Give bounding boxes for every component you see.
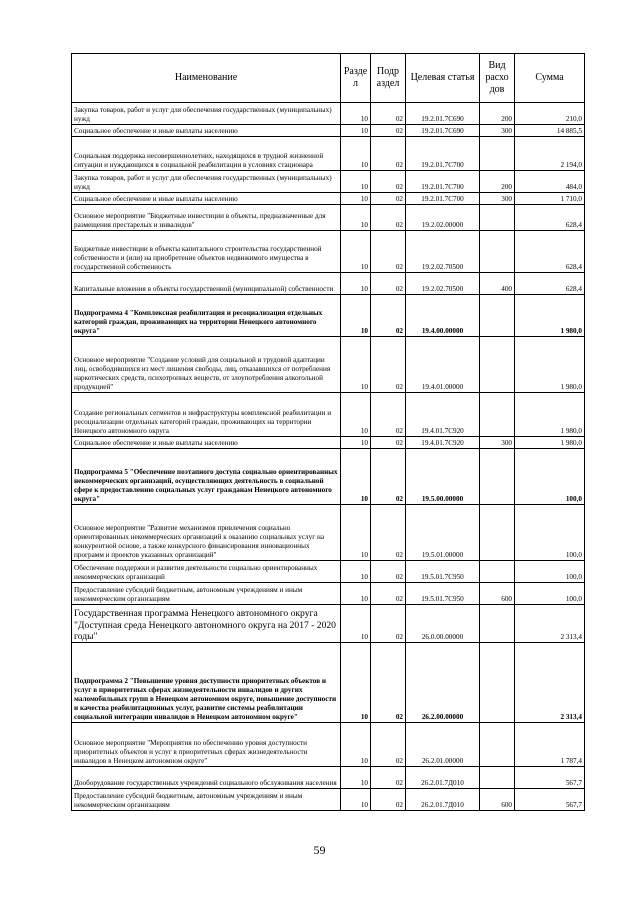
cell-section: 10 <box>341 789 371 811</box>
cell-subsection: 02 <box>371 337 406 393</box>
cell-target: 19.4.00.00000 <box>406 295 480 337</box>
cell-name: Закупка товаров, работ и услуг для обеспечения государственных (муниципальных) нужд <box>72 171 341 193</box>
cell-name: Предоставление субсидий бюджетным, автономным учреждениям и иным некоммерческим организациям <box>72 583 341 605</box>
cell-amount: 100,0 <box>515 583 585 605</box>
cell-name: Создание региональных сегментов и инфраструктуры комплексной реабилитации и ресоциализации отдельных категорий граждан, проживающих на территории Ненецкого автономного округа <box>72 393 341 437</box>
cell-expense-type <box>480 505 515 561</box>
cell-target: 19.5.01.7С950 <box>406 561 480 583</box>
cell-subsection: 02 <box>371 295 406 337</box>
cell-section: 10 <box>341 643 371 723</box>
cell-amount: 14 885,5 <box>515 125 585 137</box>
cell-name: Закупка товаров, работ и услуг для обеспечения государственных (муниципальных) нужд <box>72 103 341 125</box>
table-row <box>72 767 585 789</box>
cell-subsection: 02 <box>371 103 406 125</box>
header-target: Целевая статья <box>406 54 480 103</box>
cell-subsection: 02 <box>371 505 406 561</box>
cell-expense-type <box>480 231 515 273</box>
table-row <box>72 393 585 437</box>
cell-target: 26.2.01.7Д010 <box>406 767 480 789</box>
cell-amount: 2 313,4 <box>515 643 585 723</box>
cell-subsection: 02 <box>371 193 406 205</box>
table-row <box>72 605 585 643</box>
header-amount: Сумма <box>515 54 585 103</box>
cell-target: 19.5.00.00000 <box>406 449 480 505</box>
cell-section: 10 <box>341 605 371 643</box>
cell-name: Капитальные вложения в объекты государственной (муниципальной) собственности <box>72 273 341 295</box>
header-section: Разде л <box>341 54 371 103</box>
table-row <box>72 723 585 767</box>
cell-expense-type <box>480 295 515 337</box>
table-row <box>72 231 585 273</box>
cell-section: 10 <box>341 125 371 137</box>
header-expense-type: Вид расхо дов <box>480 54 515 103</box>
cell-subsection: 02 <box>371 205 406 231</box>
cell-section: 10 <box>341 393 371 437</box>
cell-target: 19.2.01.7С700 <box>406 137 480 171</box>
cell-target: 19.2.01.7С700 <box>406 171 480 193</box>
budget-table-wrapper <box>71 53 584 811</box>
cell-target: 19.2.02.00000 <box>406 205 480 231</box>
cell-target: 19.4.01.7С920 <box>406 437 480 449</box>
cell-amount: 1 980,0 <box>515 393 585 437</box>
cell-subsection: 02 <box>371 231 406 273</box>
cell-target: 26.2.01.00000 <box>406 723 480 767</box>
cell-section: 10 <box>341 583 371 605</box>
cell-expense-type <box>480 643 515 723</box>
cell-amount: 100,0 <box>515 505 585 561</box>
cell-name: Дооборудование государственных учреждений социального обслуживания населения <box>72 767 341 789</box>
cell-amount: 100,0 <box>515 561 585 583</box>
cell-subsection: 02 <box>371 789 406 811</box>
cell-section: 10 <box>341 193 371 205</box>
cell-amount: 567,7 <box>515 789 585 811</box>
cell-name: Обеспечение поддержки и развития деятельности социально ориентированных некоммерческих организаций <box>72 561 341 583</box>
cell-name: Социальное обеспечение и иные выплаты населению <box>72 125 341 137</box>
cell-section: 10 <box>341 295 371 337</box>
cell-subsection: 02 <box>371 561 406 583</box>
cell-name: Социальное обеспечение и иные выплаты населению <box>72 437 341 449</box>
cell-amount: 1 787,4 <box>515 723 585 767</box>
cell-expense-type: 300 <box>480 193 515 205</box>
table-row <box>72 205 585 231</box>
cell-expense-type <box>480 561 515 583</box>
cell-amount: 1 980,0 <box>515 437 585 449</box>
cell-target: 26.2.01.7Д010 <box>406 789 480 811</box>
cell-amount: 484,0 <box>515 171 585 193</box>
cell-expense-type: 600 <box>480 789 515 811</box>
table-row <box>72 505 585 561</box>
cell-section: 10 <box>341 505 371 561</box>
table-row <box>72 171 585 193</box>
cell-amount: 2 194,0 <box>515 137 585 171</box>
cell-target: 26.0.00.00000 <box>406 605 480 643</box>
cell-target: 19.2.01.7С700 <box>406 193 480 205</box>
cell-amount: 1 980,0 <box>515 337 585 393</box>
cell-expense-type: 200 <box>480 171 515 193</box>
table-row <box>72 583 585 605</box>
cell-target: 19.2.02.70500 <box>406 231 480 273</box>
cell-name: Бюджетные инвестиции в объекты капитального строительства государственной собственности и (или) на приобретение объектов недвижимого имущества в государственной собственность <box>72 231 341 273</box>
cell-subsection: 02 <box>371 137 406 171</box>
cell-expense-type: 300 <box>480 437 515 449</box>
cell-expense-type <box>480 723 515 767</box>
cell-subsection: 02 <box>371 583 406 605</box>
cell-subsection: 02 <box>371 125 406 137</box>
table-row <box>72 561 585 583</box>
table-row <box>72 643 585 723</box>
cell-name: Основное мероприятие "Мероприятия по обеспечению уровня доступности приоритетных объектов и услуг в приоритетных сферах жизнедеятельности инвалидов в Ненецком автономном округе" <box>72 723 341 767</box>
cell-name: Подпрограмма 4 "Комплексная реабилитация и ресоциализация отдельных категорий граждан, проживающих на территории Ненецкого автономного округа" <box>72 295 341 337</box>
cell-target: 19.2.01.7С690 <box>406 103 480 125</box>
cell-name: Предоставление субсидий бюджетным, автономным учреждениям и иным некоммерческим организациям <box>72 789 341 811</box>
cell-amount: 2 313,4 <box>515 605 585 643</box>
page-number: 59 <box>313 843 326 857</box>
cell-section: 10 <box>341 723 371 767</box>
cell-name: Основное мероприятие "Создание условий для социальной и трудовой адаптации лиц, освободившихся из мест лишения свободы, лиц, отказавшихся от потребления наркотических средств, психотропных веществ, от злоупотребления алкогольной продукцией" <box>72 337 341 393</box>
cell-target: 19.4.01.00000 <box>406 337 480 393</box>
cell-amount: 567,7 <box>515 767 585 789</box>
cell-name: Социальная поддержка несовершеннолетних, находящихся в трудной жизненной ситуации и нуждающихся в социальной реабилитации в условиях стационара <box>72 137 341 171</box>
cell-expense-type <box>480 605 515 643</box>
cell-section: 10 <box>341 561 371 583</box>
cell-amount: 628,4 <box>515 273 585 295</box>
table-row <box>72 273 585 295</box>
cell-section: 10 <box>341 205 371 231</box>
cell-amount: 1 980,0 <box>515 295 585 337</box>
table-row <box>72 193 585 205</box>
cell-section: 10 <box>341 273 371 295</box>
table-row <box>72 789 585 811</box>
cell-expense-type: 400 <box>480 273 515 295</box>
cell-expense-type: 200 <box>480 103 515 125</box>
cell-section: 10 <box>341 103 371 125</box>
table-header-row <box>72 54 585 103</box>
cell-section: 10 <box>341 767 371 789</box>
cell-expense-type <box>480 393 515 437</box>
cell-subsection: 02 <box>371 723 406 767</box>
cell-expense-type <box>480 767 515 789</box>
table-row <box>72 125 585 137</box>
cell-amount: 100,0 <box>515 449 585 505</box>
cell-target: 19.4.01.7С920 <box>406 393 480 437</box>
cell-section: 10 <box>341 449 371 505</box>
cell-name: Социальное обеспечение и иные выплаты населению <box>72 193 341 205</box>
cell-name: Подпрограмма 5 "Обеспечение поэтапного доступа социально ориентированных некоммерческих организаций, осуществляющих деятельность в социальной сфере к предоставлению социальных услуг гражданам Ненецкого автономного округа" <box>72 449 341 505</box>
cell-amount: 628,4 <box>515 231 585 273</box>
cell-subsection: 02 <box>371 605 406 643</box>
cell-section: 10 <box>341 337 371 393</box>
cell-name: Подпрограмма 2 "Повышение уровня доступности приоритетных объектов и услуг в приоритетных сферах жизнедеятельности инвалидов и других маломобильных групп в Ненецком автономном округе, повышение доступности и качества реабилитационных услуг, развитие системы реабилитации социальной интеграции инвалидов в Ненецком автономном округе" <box>72 643 341 723</box>
table-row <box>72 137 585 171</box>
cell-amount: 210,0 <box>515 103 585 125</box>
cell-target: 19.2.02.70500 <box>406 273 480 295</box>
cell-subsection: 02 <box>371 273 406 295</box>
cell-section: 10 <box>341 231 371 273</box>
cell-expense-type <box>480 449 515 505</box>
cell-expense-type: 600 <box>480 583 515 605</box>
table-row <box>72 103 585 125</box>
cell-target: 19.5.01.7С950 <box>406 583 480 605</box>
table-row <box>72 449 585 505</box>
cell-subsection: 02 <box>371 437 406 449</box>
cell-target: 26.2.00.00000 <box>406 643 480 723</box>
header-name: Наименование <box>72 54 341 103</box>
cell-amount: 1 710,0 <box>515 193 585 205</box>
table-row <box>72 437 585 449</box>
cell-expense-type <box>480 337 515 393</box>
header-subsection: Подр аздел <box>371 54 406 103</box>
cell-expense-type <box>480 205 515 231</box>
cell-name: Основное мероприятие "Бюджетные инвестиции в объекты, предназначенные для размещения престарелых и инвалидов" <box>72 205 341 231</box>
cell-expense-type: 300 <box>480 125 515 137</box>
cell-amount: 628,4 <box>515 205 585 231</box>
cell-section: 10 <box>341 137 371 171</box>
cell-subsection: 02 <box>371 171 406 193</box>
cell-subsection: 02 <box>371 767 406 789</box>
cell-section: 10 <box>341 171 371 193</box>
cell-target: 19.2.01.7С690 <box>406 125 480 137</box>
cell-subsection: 02 <box>371 643 406 723</box>
cell-target: 19.5.01.00000 <box>406 505 480 561</box>
table-row <box>72 337 585 393</box>
table-row <box>72 295 585 337</box>
cell-subsection: 02 <box>371 393 406 437</box>
cell-subsection: 02 <box>371 449 406 505</box>
table-body <box>72 103 585 811</box>
cell-name: Основное мероприятие "Развитие механизмов привлечения социально ориентированных некоммерческих организаций к оказанию социальных услуг на конкурентной основе, а также конкурсного финансирования инновационных программ и проектов указанных организаций" <box>72 505 341 561</box>
cell-expense-type <box>480 137 515 171</box>
cell-section: 10 <box>341 437 371 449</box>
budget-table <box>71 53 585 811</box>
cell-name: Государственная программа Ненецкого автономного округа "Доступная среда Ненецкого автономного округа на 2017 - 2020 годы" <box>72 605 341 643</box>
